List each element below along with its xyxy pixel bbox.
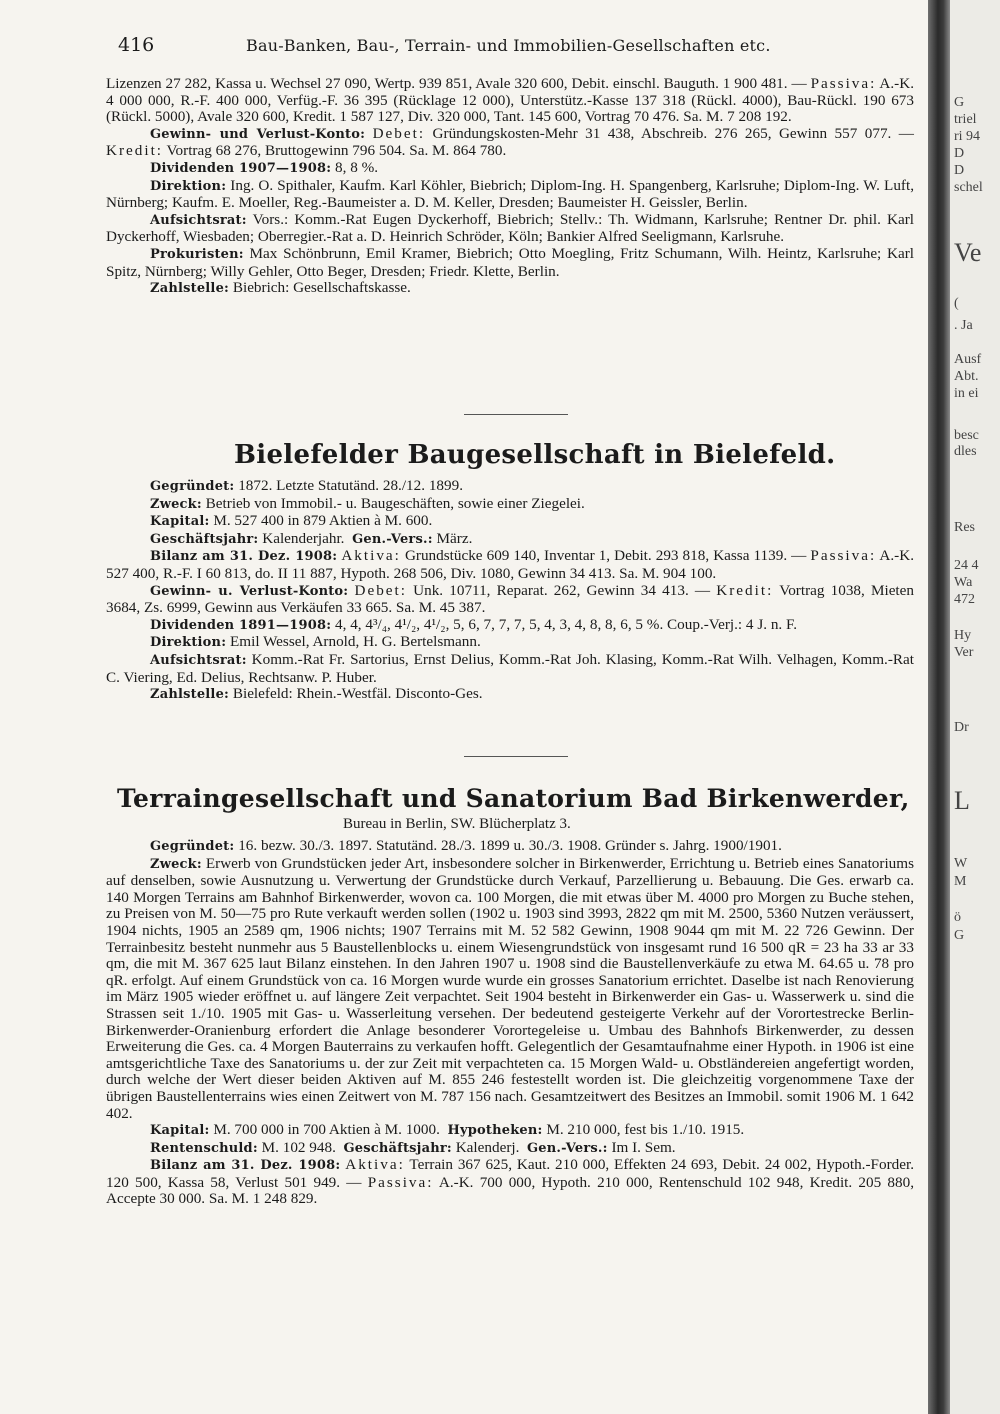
bielefeld-entry: [106, 478, 914, 704]
founded: Gegründet: 1872. Letzte Statutänd. 28./12. 1899.: [150, 477, 464, 494]
paying-office: Zahlstelle: Bielefeld: Rhein.-Westfäl. Disconto-Ges.: [150, 685, 483, 703]
right-page-fragment: 472: [954, 592, 975, 607]
right-page-fragment: M: [954, 874, 967, 889]
right-page-fragment: W: [954, 856, 968, 871]
fiscal-year: Geschäftsjahr: Kalenderjahr. Gen.-Vers.: März.: [150, 529, 473, 547]
right-page-fragment: ö: [954, 910, 961, 925]
directors: Direktion: Emil Wessel, Arnold, H. G. Bertelsmann.: [150, 633, 481, 651]
balance-sheet: Bilanz am 31. Dez. 1908: Aktiva: Grundstücke 609 140, Inventar 1, Debit. 293 818, Kassa 1139. — Passiva: A.-K. 527 400, R.-F. I 60 813, do. II 11 887, Hypoth. 268 506, Div. 1080, Gewinn 34 413. Sa. M. 904 100.: [106, 547, 915, 582]
adjacent-page-edge: [950, 0, 1000, 1414]
right-page-fragment: Wa: [954, 575, 973, 590]
authorized-officers: Prokuristen: Max Schönbrunn, Emil Kramer, Biebrich; Otto Moegling, Fritz Schumann, Wilh. Heintz, Karlsruhe; Karl Spitz, Nürnberg; Willy Gehler, Otto Beger, Dresden; Friedr. Klette, Berlin.: [106, 244, 914, 280]
page-header: [118, 34, 918, 56]
right-page-fragment: Dr: [954, 720, 969, 735]
book-gutter: [928, 0, 950, 1414]
right-page-fragment: Ausf: [954, 352, 982, 367]
birkenwerder-entry: [106, 838, 914, 1208]
profit-loss-account: Gewinn- u. Verlust-Konto: Debet: Unk. 10711, Reparat. 262, Gewinn 34 413. — Kredit: Vortrag 1038, Mieten 3684, Zs. 6999, Gewinn aus Verkäufen 33 665. Sa. M. 45 387.: [106, 581, 914, 617]
right-page-fragment: . Ja: [954, 318, 973, 333]
section-divider: [464, 414, 568, 415]
annuity-and-fiscal-year: Rentenschuld: M. 102 948. Geschäftsjahr: Kalenderj. Gen.-Vers.: Im I. Sem.: [150, 1138, 676, 1156]
capital: Kapital: M. 527 400 in 879 Aktien à M. 600.: [150, 512, 433, 530]
section-divider: [464, 756, 568, 757]
dividends: Dividenden 1891—1908: 4, 4, 4³/₄, 4¹/₂, 4¹/₂, 5, 6, 7, 7, 7, 5, 4, 3, 4, 8, 8, 6, 5 %. Coup.-Verj.: 4 J. n. F.: [150, 615, 798, 633]
purpose: Zweck: Erwerb von Grundstücken jeder Art, insbesondere solcher in Birkenwerder, Errichtung u. Betrieb eines Sanatoriums auf denselben, sowie Ausnutzung u. Verwertung der Grundstücke durch Verkauf, Parzellierung u. Bebauung. Die Ges. erwarb ca. 140 Morgen Terrains am Bahnhof Birkenwerder, wovon ca. 100 Morgen, die mit etwas über M. 4000 pro Morgen zu Buche stehen, zu Preisen von M. 50—75 pro Rute verkauft werden sollen (1902 u. 1903 sind 3993, 2822 qm mit M. 2500, 5360 Nutzen veräussert, 1904 nichts, 1905 an 2589 qm, 1906 nichts; 1907 Terrains mit M. 52 582 Gewinn, 1908 9044 qm mit M. 22 726 Gewinn. Der Terrainbesitz besteht nunmehr aus 5 Baustellenblocks u. einem Wiesengrundstück von insgesamt rund 16 500 qR = 23 ha 33 ar 33 qm, die mit M. 367 625 laut Bilanz einstehen. In den Jahren 1907 u. 1908 sind die Baustellenverkäufe zu etwa M. 64.65 u. 78 pro qR. erfolgt. Auf einem Grundstück von ca. 16 Morgen wurde wurde ein grosses Sanatorium errichtet. Daselbe ist nach Renovierung im März 1905 wieder eröffnet u. auf längere Zeit verpachtet. Seit 1904 besteht in Birkenwerder ein Gas- u. Wasserwerk u. sind die Strassen seit 1./10. 1905 mit Gas- u. Wasserleitung versehen. Der bedeutend gesteigerte Verkehr auf der Vorortestrecke Berlin-Birkenwerder-Oranienburg erfordert die Anlage besonderer Vorortegeleise u. Umbau des Bahnhofs Birkenwerder, zu dessen Erweiterung die Ges. ca. 4 Morgen Bauterrains zu verkaufen hofft. Gelegentlich der Gesamtaufnahme einer Hypoth. in 1906 ist eine amtsgerichtliche Taxe des Sanatoriums u. der zur Zeit mit verpachteten ca. 15 Morgen Wald- u. Obstländereien angefertigt worden, durch welche der Wert dieser beiden Aktiven auf M. 855 246 festestellt worden ist. Die gleichzeitig vorgenommene Taxe der übrigen Baustellenterrains wies einen Zeitwert von M. 787 156 nach. Gesamtzeitwert des Besitzes an Immobil. somit 1906 M. 1 642 402.: [106, 854, 914, 1122]
company-address: Bureau in Berlin, SW. Blücherplatz 3.: [343, 816, 571, 832]
right-page-fragment: 24 4: [954, 558, 979, 573]
right-page-fragment: Abt.: [954, 369, 979, 384]
right-page-fragment: ri 94: [954, 129, 981, 144]
right-page-fragment: (: [954, 296, 959, 311]
balance-sheet: Bilanz am 31. Dez. 1908: Aktiva: Terrain 367 625, Kaut. 210 000, Effekten 24 693, Debit. 24 002, Hypoth.-Forder. 120 500, Kassa 58, Verlust 501 949. — Passiva: A.-K. 700 000, Hypoth. 210 000, Rentenschuld 102 948, Kredit. 205 880, Accepte 30 000. Sa. M. 1 248 829.: [106, 1156, 914, 1208]
right-page-fragment: schel: [954, 180, 983, 195]
right-page-fragment: Res: [954, 520, 975, 535]
profit-loss-account: Gewinn- und Verlust-Konto: Debet: Gründungskosten-Mehr 31 438, Abschreib. 276 265, Gewinn 557 077. — Kredit: Vortrag 68 276, Bruttogewinn 796 504. Sa. M. 864 780.: [106, 124, 914, 160]
running-title: Bau-Banken, Bau-, Terrain- und Immobilien-Gesellschaften etc.: [246, 36, 771, 55]
purpose: Zweck: Betrieb von Immobil.- u. Baugeschäften, sowie einer Ziegelei.: [150, 494, 585, 512]
right-page-fragment: D: [954, 146, 965, 161]
company-title-birkenwerder: Terraingesellschaft und Sanatorium Bad Birkenwerder,: [117, 784, 910, 813]
paying-office: Zahlstelle: Biebrich: Gesellschaftskasse.: [150, 279, 411, 297]
right-page-fragment: in ei: [954, 386, 979, 401]
right-page-fragment: triel: [954, 112, 977, 127]
supervisory-board: Aufsichtsrat: Vors.: Komm.-Rat Eugen Dyckerhoff, Biebrich; Stellv.: Th. Widmann, Karlsruhe; Rentner Dr. phil. Karl Dyckerhoff, Wiesbaden; Oberregier.-Rat a. D. Heinrich Schröder, Köln; Bankier Alfred Seeligmann, Karlsruhe.: [106, 210, 914, 246]
directors: Direktion: Ing. O. Spithaler, Kaufm. Karl Köhler, Biebrich; Diplom-Ing. H. Spangenberg, Karlsruhe; Diplom-Ing. W. Luft, Nürnberg; Kaufm. E. Moeller, Reg.-Baumeister a. D. M. Keller, Dresden; Baumeister H. Geissler, Berlin.: [106, 176, 914, 212]
balance-continuation: Lizenzen 27 282, Kassa u. Wechsel 27 090, Wertp. 939 851, Avale 320 600, Debit. einschl. Bauguth. 1 900 481. — Passiva: A.-K. 4 000 000, R.-F. 400 000, Verfüg.-F. 36 395 (Rücklage 12 000), Unterstütz.-Kasse 137 318 (Rückl. 4000), Bau-Rückl. 190 673 (Rückl. 5000), Avale 320 600, Kredit. 1 587 127, Div. 320 000, Tant. 145 600, Vortrag 70 476. Sa. M. 7 208 192.: [106, 75, 915, 126]
right-page-fragment: Ve: [954, 238, 982, 267]
founded: Gegründet: 16. bezw. 30./3. 1897. Statutänd. 28./3. 1899 u. 30./3. 1908. Gründer s. Jahrg. 1900/1901.: [150, 837, 782, 854]
right-page-fragment: dles: [954, 444, 977, 459]
right-page-fragment: Ver: [954, 645, 974, 660]
supervisory-board: Aufsichtsrat: Komm.-Rat Fr. Sartorius, Ernst Delius, Komm.-Rat Joh. Klasing, Komm.-Rat Wilh. Velhagen, Komm.-Rat C. Viering, Ed. Delius, Rechtsanw. P. Huber.: [106, 650, 914, 686]
right-page-fragment: G: [954, 928, 965, 943]
right-page-fragment: D: [954, 163, 965, 178]
right-page-fragment: Hy: [954, 628, 972, 643]
page-number: 416: [118, 34, 155, 56]
right-page-fragment: L: [954, 786, 970, 815]
previous-entry-continuation: [106, 76, 914, 298]
company-title-bielefeld: Bielefelder Baugesellschaft in Bielefeld.: [234, 440, 836, 470]
right-page-fragment: G: [954, 95, 965, 110]
dividends: Dividenden 1907—1908: 8, 8 %.: [150, 158, 379, 176]
right-page-fragment: besc: [954, 428, 979, 443]
capital-and-mortgages: Kapital: M. 700 000 in 700 Aktien à M. 1000. Hypotheken: M. 210 000, fest bis 1./10. 1915.: [150, 1121, 745, 1139]
